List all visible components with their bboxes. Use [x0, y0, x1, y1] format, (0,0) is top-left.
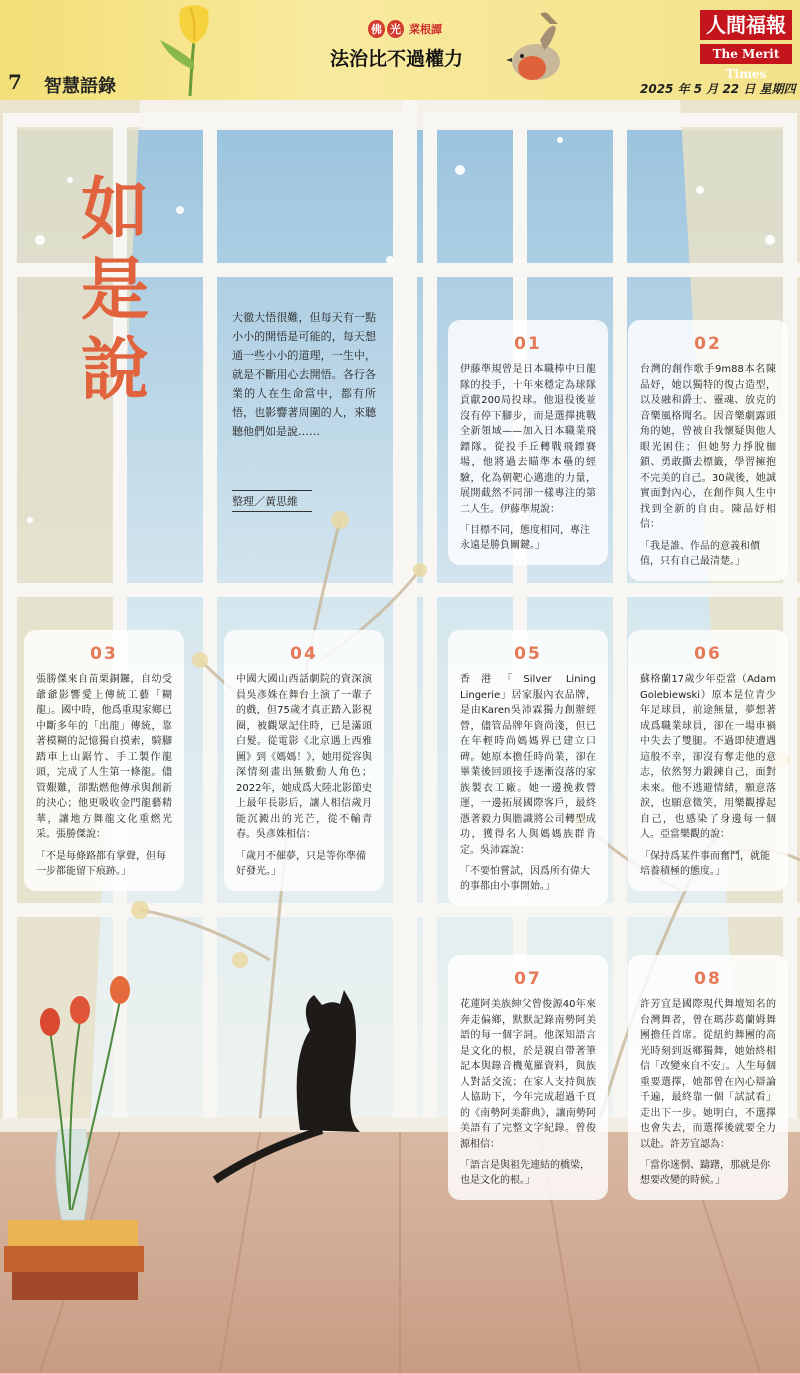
card-number: 07 [514, 969, 542, 989]
card-number: 08 [694, 969, 722, 989]
quote-card-03 [24, 630, 184, 891]
card-number: 04 [290, 644, 318, 664]
card-body: 張勝傑來自苗栗銅鑼，自幼受爺爺影響愛上傳統工藝「糊龍」。國中時，他爲重現家鄉已中斷多年的「出龍」傳統，靠著模糊的記憶獨自摸索，騎腳踏車上山鋸竹、手工製作龍頭，完成了人生第一條龍。儘管艱難，卻點燃他傳承與創新的決心；他更吸收金門龍藝精華，讓地方舞龍文化重燃光采。張勝傑說： [36, 674, 172, 840]
quote-card-05 [448, 630, 608, 906]
feature-title [70, 170, 160, 410]
quote-card-08 [628, 955, 788, 1200]
section-name: 智慧語錄 [44, 76, 116, 97]
window-scene [0, 100, 800, 1373]
column-badge-char-2: 光 [387, 20, 404, 38]
card-number: 01 [514, 334, 542, 354]
card-number: 06 [694, 644, 722, 664]
card-number: 03 [90, 644, 118, 664]
card-quote: 「歲月不催夢，只是等你準備好發光。」 [236, 850, 366, 877]
page-header [0, 0, 800, 100]
card-body: 許芳宜是國際現代舞壇知名的台灣舞者，曾在瑪莎葛蘭姆舞團擔任首席。從紐約舞團的高光時刻到返鄉獨舞，她始終相信「改變來自不安」。人生每個重要選擇，她都曾在內心辯論千遍，最終靠一個「試試看」走出下一步。她明白，不選擇也會失去，而選擇後就要全力以赴。許芳宜認為： [640, 999, 776, 1150]
quote-card-07 [448, 955, 608, 1200]
card-quote: 「當你迷惘、躊躇，那就是你想要改變的時候。」 [640, 1160, 770, 1186]
tulip-illustration [150, 0, 240, 96]
feature-title-char-1: 如 [80, 170, 149, 250]
card-quote: 「目標不同，態度相同，專注永遠是勝負關鍵。」 [460, 525, 590, 551]
card-number: 05 [514, 644, 542, 664]
column-badge [368, 20, 445, 38]
column-badge-char-1: 佛 [368, 20, 385, 38]
card-body: 台灣的創作歌手9m88本名陳品妤，她以獨特的復古造型，以及融和爵士、靈魂、放克的音樂風格聞名。因音樂劇露頭角的她，曾被自我懷疑與他人眼光困住；但她努力掙脫枷鎖、勇敢撕去標籤，學習擁抱不完美的自己。30歲後，她誠實面對內心，在創作與人生中找到全新的自由。陳品妤相信： [640, 364, 776, 530]
feature-intro: 大徹大悟很難，但每天有一點小小的開悟是可能的，每天想通一些小小的道理，一生中，就是不斷用心去開悟。各行各業的人在生命當中，都有所悟，也影響著周圍的人，來聽聽他們如是說…… [232, 311, 376, 438]
card-quote: 「保持爲某件事而奮鬥，就能培養積極的態度。」 [640, 850, 770, 877]
column-badge-text: 菜根譚 [409, 23, 442, 36]
card-quote: 「我是誰、作品的意義和價值，只有自己最清楚。」 [640, 540, 760, 567]
card-number: 02 [694, 334, 722, 354]
card-quote: 「不是每條路都有掌聲，但每一步都能留下痕跡。」 [36, 850, 166, 877]
card-body: 蘇格蘭17歲少年亞當（Adam Golebiewski）原本是位青少年足球員，前途無量，夢想著成爲職業球員，卻在一場車禍中失去了雙腿。不過即使遭遇這般不幸，卻沒有奪走他的意志，依然努力鍛鍊自己，面對未來。他不逃避情緒，願意落淚，也願意微笑，用樂觀撐起自己，也感染了身邊每一個人。亞當樂觀的說： [640, 674, 776, 840]
feature-title-char-2: 是 [80, 250, 149, 330]
column-title: 法治比不過權力 [330, 48, 464, 70]
brand-logo: 人間福報 [700, 10, 792, 40]
card-body: 香港「Silver Lining Lingerie」居家服內衣品牌，是由Karen吳沛霖獨力創辦經營，儘管品牌年資尚淺，但已在年輕時尚媽媽界已建立口碑。她原本擔任時尚業，卻在畢業後回頭接手逐漸沒落的家族製衣工廠。她一邊挽救營運，一邊拓展國際客戶，最終憑著毅力與膽識將公司轉型成功，獲得名人與媽媽族群肯定。吳沛霖說： [460, 674, 596, 856]
card-body: 中國大國山西話劇院的資深演員吳彥姝在舞台上演了一輩子的戲，但75歲才真正踏入影視圈，被觀眾記住時，已是滿頭白髮。從電影《北京遇上西雅圖》到《媽媽！》，她用從容與深情刻畫出無數動人角色；2022年，她成爲大陸北影節史上最年長影后，讓人相信歲月能沉澱出的光芒，從不輸青春。吳彥姝相信： [236, 674, 372, 840]
brand-logo-en: The Merit Times [700, 44, 792, 64]
feature-title-char-3: 說 [80, 330, 149, 410]
quote-card-04 [224, 630, 384, 891]
card-body: 花蓮阿美族紳父曾俊源40年來奔走偏鄉，默默記錄南勢阿美語的每一個字詞。他深知語言是文化的根，於是親自帶著筆記本與錄音機蒐羅資料，與族人對話交流；在家人支持與族人協助下，今年完成超過千頁的《南勢阿美辭典》，讓南勢阿美語有了完整文字紀錄。曾俊源相信： [460, 999, 596, 1150]
issue-date: 2025 年 5 月 22 日 星期四 [640, 82, 796, 96]
robin-bird-illustration [500, 10, 570, 88]
quote-card-02 [628, 320, 788, 581]
quote-card-06 [628, 630, 788, 891]
card-quote: 「不要怕嘗試，因爲所有偉大的事都由小事開始。」 [460, 866, 590, 892]
quote-card-01 [448, 320, 608, 565]
card-body: 伊藤準規曾是日本職棒中日龍隊的投手，十年來穩定為球隊貢獻200局投球。他退役後並沒有停下腳步，而是選擇挑戰全新領域——加入日本職業飛鏢隊。從投手丘轉戰飛鏢賽場，他將過去瞄準本壘的經驗，化為朝靶心邁進的力量，展開截然不同卻一樣專注的第二人生。伊藤準規說： [460, 364, 596, 515]
feature-credit: 整理／黃思維 [232, 490, 312, 512]
page-number: 7 [8, 70, 22, 94]
card-quote: 「語言是與祖先連結的橋梁，也是文化的根。」 [460, 1160, 590, 1186]
